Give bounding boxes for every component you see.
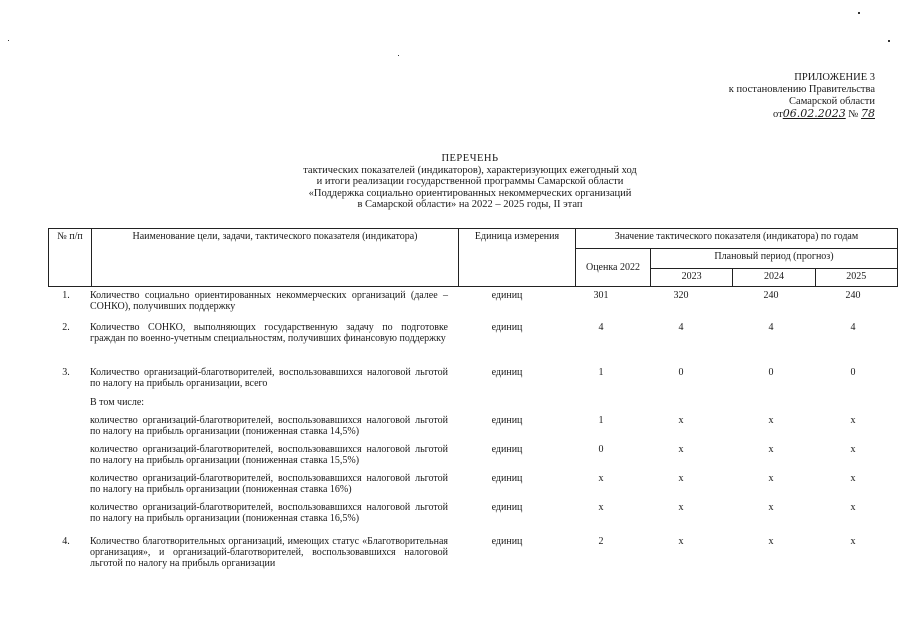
- row-unit: единиц: [491, 415, 523, 426]
- row-name: количество организаций-благотворителей, воспользовавшихся налоговой льготой по налогу на прибыль организации (пониженная ставка 16%): [90, 473, 448, 495]
- row-name: Количество организаций-благотворителей, воспользовавшихся налоговой льготой по налогу на прибыль организации, всего: [90, 367, 448, 389]
- row-number: [48, 444, 84, 473]
- header-year-2024: 2024: [733, 269, 815, 287]
- scan-speck: [888, 40, 890, 42]
- row-2023: х: [678, 502, 684, 513]
- header-year-2023: 2023: [651, 269, 733, 287]
- row-2023: 4: [678, 322, 684, 333]
- row-estimate: 301: [593, 290, 609, 301]
- row-2025: х: [850, 502, 856, 513]
- indicators-table-header: [48, 228, 898, 287]
- document-title: ПЕРЕЧЕНЬ: [441, 153, 499, 164]
- table-row: [48, 536, 898, 576]
- row-unit: единиц: [491, 536, 523, 547]
- row-2025: 240: [845, 290, 861, 301]
- header-planned: Плановый период (прогноз): [651, 249, 898, 269]
- row-estimate: 1: [598, 415, 604, 426]
- header-estimate: Оценка 2022: [576, 249, 651, 287]
- row-estimate: х: [598, 502, 604, 513]
- row-2023: х: [678, 473, 684, 484]
- appendix-region: Самарской области: [789, 96, 875, 107]
- table-row: [48, 322, 898, 367]
- table-row: [48, 397, 898, 415]
- row-2024: х: [768, 473, 774, 484]
- row-2023: 0: [678, 367, 684, 378]
- row-number: 1.: [62, 290, 70, 301]
- row-name: Количество благотворительных организаций, имеющих статус «Благотворительная организация», и организаций-благотворителей, воспользовавшихся налоговой льготой по налогу на прибыль организации: [90, 536, 448, 569]
- table-row: [48, 367, 898, 397]
- appendix-date-line: [705, 108, 875, 121]
- row-estimate: 1: [598, 367, 604, 378]
- header-year-2025: 2025: [815, 269, 897, 287]
- row-number: 4.: [62, 536, 70, 547]
- row-2025: 4: [850, 322, 856, 333]
- heading-line: и итоги реализации государственной программы Самарской области: [316, 176, 624, 187]
- row-2025: х: [850, 444, 856, 455]
- row-2024: х: [768, 415, 774, 426]
- heading-line: в Самарской области» на 2022 – 2025 годы, II этап: [357, 199, 583, 210]
- scan-speck: [858, 12, 860, 14]
- row-name: количество организаций-благотворителей, воспользовавшихся налоговой льготой по налогу на прибыль организации (пониженная ставка 15,5%): [90, 444, 448, 466]
- row-2023: 320: [673, 290, 689, 301]
- appendix-title: ПРИЛОЖЕНИЕ 3: [794, 72, 875, 83]
- heading-line: «Поддержка социально ориентированных некоммерческих организаций: [308, 187, 632, 199]
- row-2025: х: [850, 415, 856, 426]
- row-estimate: 2: [598, 536, 604, 547]
- header-values: Значение тактического показателя (индикатора) по годам: [576, 229, 898, 249]
- number-prefix: №: [848, 109, 859, 120]
- row-number: [48, 473, 84, 502]
- row-2024: х: [768, 502, 774, 513]
- row-2024: 240: [763, 290, 779, 301]
- heading-line: тактических показателей (индикаторов), характеризующих ежегодный ход: [303, 164, 637, 176]
- header-number: № п/п: [49, 229, 92, 287]
- indicators-table-body: [48, 290, 898, 576]
- scan-speck: [398, 55, 399, 56]
- table-row: [48, 502, 898, 536]
- row-2024: 4: [768, 322, 774, 333]
- row-2024: 0: [768, 367, 774, 378]
- appendix-resolution: к постановлению Правительства: [728, 84, 875, 95]
- resolution-date: 06.02.2023: [782, 107, 846, 120]
- row-number: 2.: [62, 322, 70, 333]
- row-2025: х: [850, 536, 856, 547]
- row-name: В том числе:: [90, 397, 145, 408]
- row-2023: х: [678, 444, 684, 455]
- header-unit: Единица измерения: [459, 229, 576, 287]
- row-2024: х: [768, 536, 774, 547]
- row-number: [48, 415, 84, 444]
- row-unit: единиц: [491, 444, 523, 455]
- row-estimate: 0: [598, 444, 604, 455]
- row-2023: х: [678, 415, 684, 426]
- row-unit: единиц: [491, 322, 523, 333]
- row-unit: единиц: [491, 367, 523, 378]
- row-unit: единиц: [491, 473, 523, 484]
- row-unit: единиц: [491, 502, 523, 513]
- table-row: [48, 444, 898, 473]
- scan-speck: [8, 40, 9, 41]
- row-name: Количество СОНКО, выполняющих государственную задачу по подготовке граждан по военно-учетным специальностям, получивших финансовую поддержку: [90, 322, 448, 344]
- row-number: 3.: [62, 367, 70, 378]
- table-row: [48, 473, 898, 502]
- row-2025: 0: [850, 367, 856, 378]
- row-2024: х: [768, 444, 774, 455]
- date-prefix: от: [773, 109, 783, 120]
- header-name: Наименование цели, задачи, тактического показателя (индикатора): [92, 229, 459, 287]
- row-estimate: 4: [598, 322, 604, 333]
- document-heading: [200, 153, 740, 211]
- row-name: Количество социально ориентированных некоммерческих организаций (далее – СОНКО), получивших поддержку: [90, 290, 448, 312]
- resolution-number: 78: [861, 107, 875, 120]
- row-number: [48, 502, 84, 536]
- table-row: [48, 290, 898, 322]
- row-name: количество организаций-благотворителей, воспользовавшихся налоговой льготой по налогу на прибыль организации (пониженная ставка 14,5%): [90, 415, 448, 437]
- row-estimate: х: [598, 473, 604, 484]
- appendix-block: [705, 72, 875, 121]
- table-row: [48, 415, 898, 444]
- row-2025: х: [850, 473, 856, 484]
- row-2023: х: [678, 536, 684, 547]
- row-number: [48, 397, 84, 415]
- row-name: количество организаций-благотворителей, воспользовавшихся налоговой льготой по налогу на прибыль организации (пониженная ставка 16,5%): [90, 502, 448, 524]
- row-unit: единиц: [491, 290, 523, 301]
